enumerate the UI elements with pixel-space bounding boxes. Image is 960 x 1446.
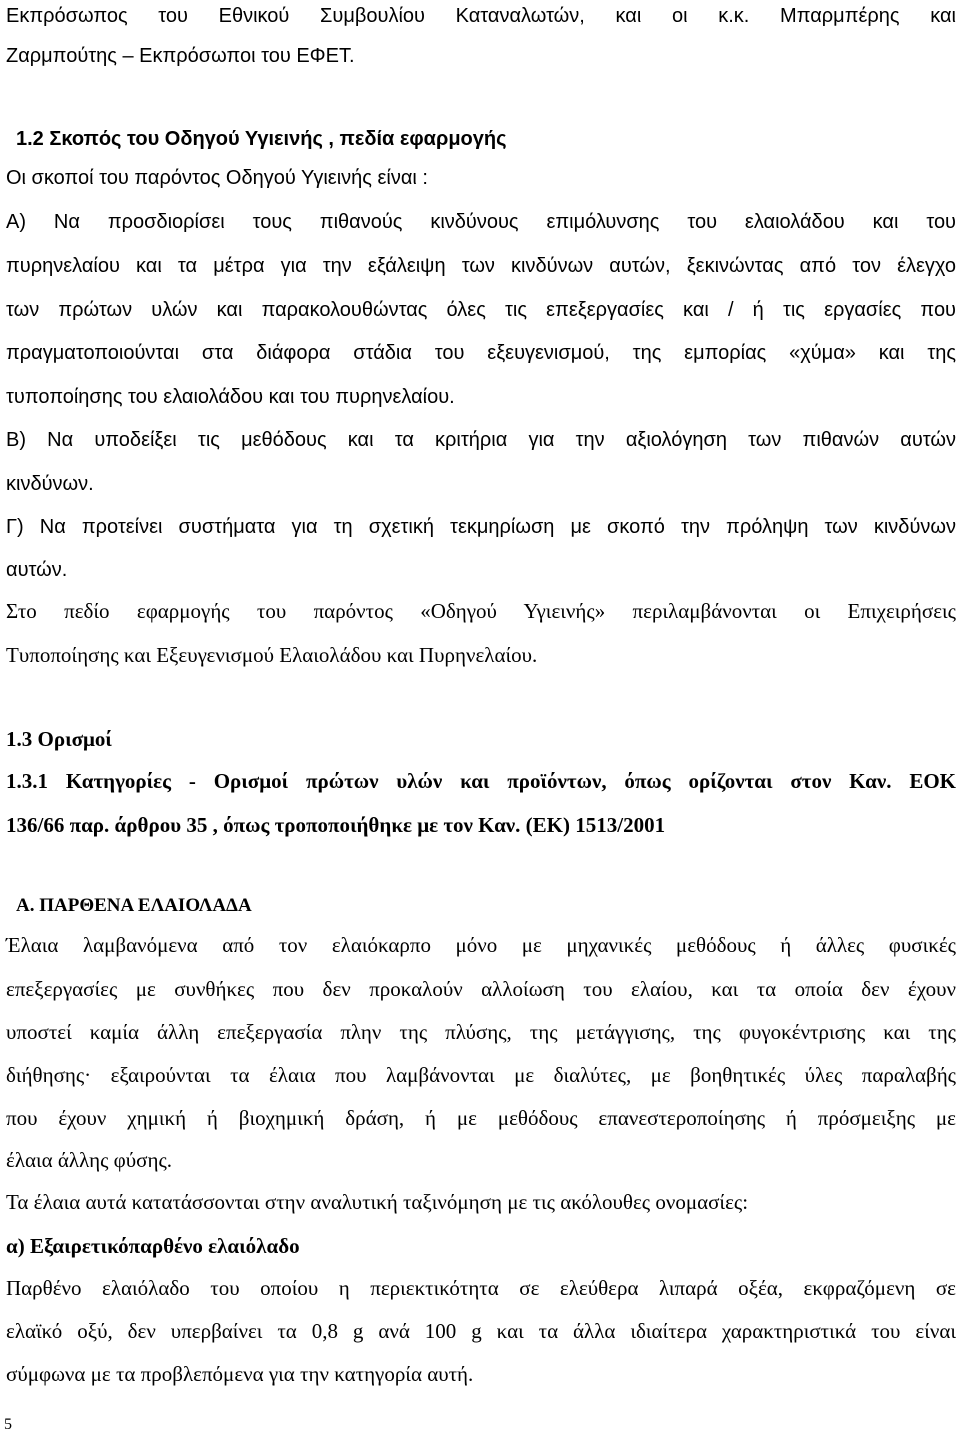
virgin-oils-line-6: έλαια άλλης φύσης. bbox=[6, 1148, 173, 1172]
extra-virgin-line-3: σύμφωνα με τα προβλεπόμενα για την κατηγορία αυτή. bbox=[6, 1362, 474, 1386]
paragraph-a-line-5: τυποποίησης του ελαιολάδου και του πυρηνελαίου. bbox=[6, 386, 455, 408]
extra-virgin-line-2: ελαϊκό οξύ, δεν υπερβαίνει τα 0,8 g ανά 100 g και τα άλλα ιδιαίτερα χαρακτηριστικά του είναι bbox=[6, 1319, 956, 1343]
virgin-oils-heading: Α. ΠΑΡΘΕΝΑ ΕΛΑΙΟΛΑΔΑ bbox=[16, 895, 252, 916]
paragraph-a-line-1: Α) Να προσδιορίσει τους πιθανούς κινδύνους επιμόλυνσης του ελαιολάδου και του bbox=[6, 211, 956, 233]
paragraph-c-line-2: αυτών. bbox=[6, 559, 68, 581]
paragraph-a-line-3: των πρώτων υλών και παρακολουθώντας όλες τις επεξεργασίες και / ή τις εργασίες που bbox=[6, 299, 956, 321]
paragraph-a-line-2: πυρηνελαίου και τα μέτρα για την εξάλειψη των κινδύνων αυτών, ξεκινώντας από τον έλεγχο bbox=[6, 255, 956, 277]
intro-line-2: Ζαρμπούτης – Εκπρόσωποι του ΕΦΕΤ. bbox=[6, 45, 355, 67]
paragraph-b-line-1: Β) Να υποδείξει τις μεθόδους και τα κριτήρια για την αξιολόγηση των πιθανών αυτών bbox=[6, 429, 956, 451]
page-number: 5 bbox=[4, 1416, 12, 1433]
subsection-1-3-1-line-1: 1.3.1 Κατηγορίες - Ορισμοί πρώτων υλών και προϊόντων, όπως ορίζονται στον Καν. ΕΟΚ bbox=[6, 769, 956, 793]
virgin-oils-line-5: που έχουν χημική ή βιοχημική δράση, ή με μεθόδους επανεστεροποίησης ή πρόσμειξης με bbox=[6, 1106, 956, 1130]
scope-line-2: Τυποποίησης και Εξευγενισμού Ελαιολάδου και Πυρηνελαίου. bbox=[6, 643, 538, 667]
paragraph-b-line-2: κινδύνων. bbox=[6, 473, 94, 495]
scope-line-1: Στο πεδίο εφαρμογής του παρόντος «Οδηγού Υγιεινής» περιλαμβάνονται οι Επιχειρήσεις bbox=[6, 599, 956, 623]
virgin-oils-line-4: διήθησης· εξαιρούνται τα έλαια που λαμβάνονται με διαλύτες, με βοηθητικές ύλες παραλαβής bbox=[6, 1063, 956, 1087]
section-1-3-heading: 1.3 Ορισμοί bbox=[6, 727, 112, 751]
virgin-oils-line-2: επεξεργασίες με συνθήκες που δεν προκαλούν αλλοίωση του ελαίου, και τα οποία δεν έχουν bbox=[6, 977, 956, 1001]
section-1-2-heading: 1.2 Σκοπός του Οδηγού Υγιεινής , πεδία εφαρμογής bbox=[16, 128, 507, 150]
virgin-oils-line-1: Έλαια λαμβανόμενα από τον ελαιόκαρπο μόνο με μηχανικές μεθόδους ή άλλες φυσικές bbox=[6, 933, 956, 957]
intro-line-1: Εκπρόσωπος του Εθνικού Συμβουλίου Καταναλωτών, και οι κ.κ. Μπαρμπέρης και bbox=[6, 5, 956, 27]
subsection-1-3-1-line-2: 136/66 παρ. άρθρου 35 , όπως τροποποιήθηκε με τον Καν. (ΕΚ) 1513/2001 bbox=[6, 813, 666, 837]
extra-virgin-line-1: Παρθένο ελαιόλαδο του οποίου η περιεκτικότητα σε ελεύθερα λιπαρά οξέα, εκφραζόμενη σε bbox=[6, 1276, 956, 1300]
section-1-2-intro: Οι σκοποί του παρόντος Οδηγού Υγιεινής είναι : bbox=[6, 167, 428, 189]
paragraph-c-line-1: Γ) Να προτείνει συστήματα για τη σχετική τεκμηρίωση με σκοπό την πρόληψη των κινδύνων bbox=[6, 516, 956, 538]
paragraph-a-line-4: πραγματοποιούνται στα διάφορα στάδια του εξευγενισμού, της εμπορίας «χύμα» και της bbox=[6, 342, 956, 364]
virgin-oils-line-3: υποστεί καμία άλλη επεξεργασία πλην της πλύσης, της μετάγγισης, της φυγοκέντρισης και της bbox=[6, 1020, 956, 1044]
classification-line: Τα έλαια αυτά κατατάσσονται στην αναλυτική ταξινόμηση με τις ακόλουθες ονομασίες: bbox=[6, 1190, 749, 1214]
extra-virgin-heading: α) Εξαιρετικόπαρθένο ελαιόλαδο bbox=[6, 1234, 300, 1258]
